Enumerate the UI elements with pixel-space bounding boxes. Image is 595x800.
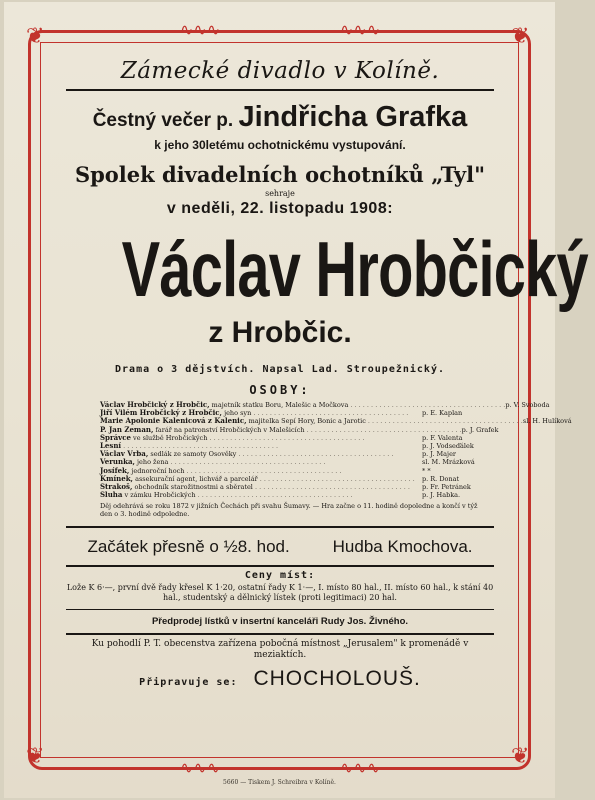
cast-role: Lesní . . . . . . . . . . . . . . . . . . . . . . . . . . . . . . . . . . . . . . (100, 441, 279, 451)
upcoming-title: CHOCHOLOUŠ. (253, 667, 421, 691)
cast-description: sedlák ze samoty Osověky (150, 450, 237, 459)
cast-description: v zámku Hrobčických (124, 491, 196, 500)
divider (66, 89, 494, 91)
music-credit: Hudba Kmochova. (332, 537, 473, 557)
cast-role: Jiří Vilém Hrobčický z Hrobčic, jeho syn . . . . . . . . . . . . . . . . . . . . . . . . . . . . . . . . . . . . . . (100, 408, 409, 418)
poster-content (66, 50, 588, 691)
border-scroll-icon: ∿∿∿ (180, 758, 221, 777)
presale-info: Předprodej lístků v insertní kanceláři Rudy Jos. Živného. (151, 616, 409, 628)
cast-role: Marie Apolonie Kalenicová z Kalenic, majitelka Sepí Hory, Bonic a Jarotic . . . . . . . . . . . . . . . . . . . . . . . . . . . . . . . . . . . . . . (100, 416, 523, 426)
cast-role: Josífek, jednoroční hoch . . . . . . . . . . . . . . . . . . . . . . . . . . . . . . . . . . . . . . (100, 465, 342, 475)
divider (66, 633, 494, 635)
cast-character: Kmínek, (100, 473, 133, 483)
printer-imprint: 5660 — Tiskem J. Schreibra v Kolíně. (223, 779, 336, 786)
cast-character: Josífek, (100, 465, 130, 475)
cast-character: Správce (100, 432, 131, 442)
cast-character: Marie Apolonie Kalenicová z Kalenic, (100, 416, 247, 426)
cast-role: Václav Vrba, sedlák ze samoty Osověky . . . . . . . . . . . . . . . . . . . . . . . . . . . . . . . . . . . . . . (100, 449, 394, 459)
cast-row (100, 424, 499, 434)
venue-heading: Zámecké divadlo v Kolíně. (120, 58, 440, 84)
performance-date: v neděli, 22. listopadu 1908: (166, 200, 394, 217)
cast-actor: p. J. Majer (422, 450, 457, 459)
cast-character: Strakoš, (100, 482, 133, 492)
lounge-notice: Ku pohodlí P. T. obecenstva zařízena pobočná místnost „Jerusalem" k promenádě v meziaktích. (91, 639, 469, 661)
cast-actor: p. F. Valenta (422, 433, 463, 442)
corner-scroll-icon: ❦ (511, 744, 530, 769)
setting-note: Děj odehrává se roku 1872 v jižních Čechách při svahu Šumavy. — Hra začne o 11. hodině dopoledne a končí v týž den o 3. hodině odpoledne. (100, 502, 478, 519)
cast-role: Kmínek, assekurační agent, lichvář a parcelář . . . . . . . . . . . . . . . . . . . . . . . . . . . . . . . . . . . . . . (100, 473, 415, 483)
cast-description: jeho žena (137, 458, 169, 467)
cast-actor: p. J. Vodseďálek (422, 442, 474, 451)
presents-word: sehraje (265, 189, 295, 198)
border-scroll-icon: ∿∿∿ (340, 758, 381, 777)
cast-role: Strakoš, obchodník starožitnostmi a sběratel . . . . . . . . . . . . . . . . . . . . . . . . . . . . . . . . . . . . . . (100, 482, 410, 492)
honor-prefix: Čestný večer p. (92, 110, 234, 131)
cast-actor: p. J. Grafek (461, 425, 499, 434)
prices-text: Lože K 6·—, první dvě řady křesel K 1·20, ostatní řady K 1·—, I. místo 80 hal., II. místo 60 hal., k stání 40 hal., studentský a dělnický lístek (proti legitimaci) 20 hal. (66, 583, 494, 603)
cast-description: majitelka Sepí Hory, Bonic a Jarotic (248, 417, 366, 426)
cast-actor: p. J. Habka. (422, 491, 461, 500)
start-time: Začátek přesně o ½8. hod. (87, 537, 290, 557)
cast-description: farář na patronství Hrobčických v Malešicích (155, 425, 305, 434)
honor-line (66, 101, 494, 134)
cast-character: Václav Hrobčický z Hrobčic, (100, 400, 210, 409)
cast-actor: sl. M. Mrázková (422, 458, 475, 467)
corner-scroll-icon: ❦ (26, 744, 45, 769)
upcoming-label: Připravuje se: (139, 677, 238, 689)
cast-heading: OSOBY: (249, 383, 311, 397)
cast-description: jeho syn (224, 409, 252, 418)
honor-subtitle: k jeho 30letému ochotnickému vystupování. (154, 138, 406, 152)
cast-role: P. Jan Zeman, farář na patronství Hrobčických v Malešicích . . . . . . . . . . . . . . . . . . . . . . . . . . . . . . . . . . . . . . (100, 424, 462, 434)
cast-role: Václav Hrobčický z Hrobčic, majetník statku Boru, Malešic a Močkova . . . . . . . . . . . . . . . . . . . . . . . . . . . . . . . . . . . . . . (100, 400, 506, 409)
honor-name: Jindřicha Grafka (238, 101, 468, 133)
cast-row (100, 467, 494, 475)
play-title: Václav Hrobčický (121, 225, 588, 313)
cast-actor: p. R. Donat (422, 474, 460, 483)
cast-role: Správce ve službě Hrobčických . . . . . . . . . . . . . . . . . . . . . . . . . . . . . . . . . . . . . . (100, 432, 365, 442)
cast-character: Sluha (100, 490, 123, 500)
cast-character: Jiří Vilém Hrobčický z Hrobčic, (100, 408, 222, 418)
cast-description: ve službě Hrobčických (133, 433, 208, 442)
cast-character: P. Jan Zeman, (100, 424, 154, 434)
cast-description: majetník statku Boru, Malešic a Močkova (211, 401, 349, 409)
cast-row (100, 491, 494, 499)
cast-role: Sluha v zámku Hrobčických . . . . . . . . . . . . . . . . . . . . . . . . . . . . . . . . . . . . . . (100, 490, 353, 500)
start-music-row (66, 528, 494, 565)
cast-actor: * * (422, 466, 431, 475)
border-scroll-icon: ∿∿∿ (180, 20, 221, 39)
cast-actor: p. V. Svoboda (505, 401, 550, 409)
cast-row (100, 416, 572, 426)
divider (66, 565, 494, 567)
corner-scroll-icon: ❦ (26, 24, 45, 49)
cast-row (100, 458, 494, 466)
corner-scroll-icon: ❦ (511, 24, 530, 49)
prices-heading: Ceny míst: (244, 570, 316, 582)
genre-author-line: Drama o 3 dějstvích. Napsal Lad. Stroupežnický. (115, 364, 445, 375)
cast-actor: sl. H. Hulíková (522, 417, 572, 426)
cast-row (100, 434, 494, 442)
cast-role: Verunka, jeho žena . . . . . . . . . . . . . . . . . . . . . . . . . . . . . . . . . . . . . . (100, 457, 326, 467)
cast-list (66, 400, 572, 500)
society-name: Spolek divadelních ochotníků „Tyl" (74, 162, 486, 187)
cast-actor: p. E. Kaplan (422, 409, 463, 418)
cast-description: obchodník starožitnostmi a sběratel (134, 483, 253, 492)
play-subtitle: z Hrobčic. (208, 316, 352, 349)
cast-character: Verunka, (100, 457, 135, 467)
border-scroll-icon: ∿∿∿ (340, 20, 381, 39)
cast-character: Václav Vrba, (100, 449, 149, 459)
cast-description: assekurační agent, lichvář a parcelář (135, 474, 258, 483)
cast-row (100, 442, 494, 450)
cast-row (100, 475, 494, 483)
cast-character: Lesní (100, 441, 122, 451)
upcoming-row (66, 667, 494, 691)
cast-row (100, 483, 494, 491)
cast-description: jednoroční hoch (131, 466, 185, 475)
cast-actor: p. Fr. Petránek (422, 483, 471, 492)
